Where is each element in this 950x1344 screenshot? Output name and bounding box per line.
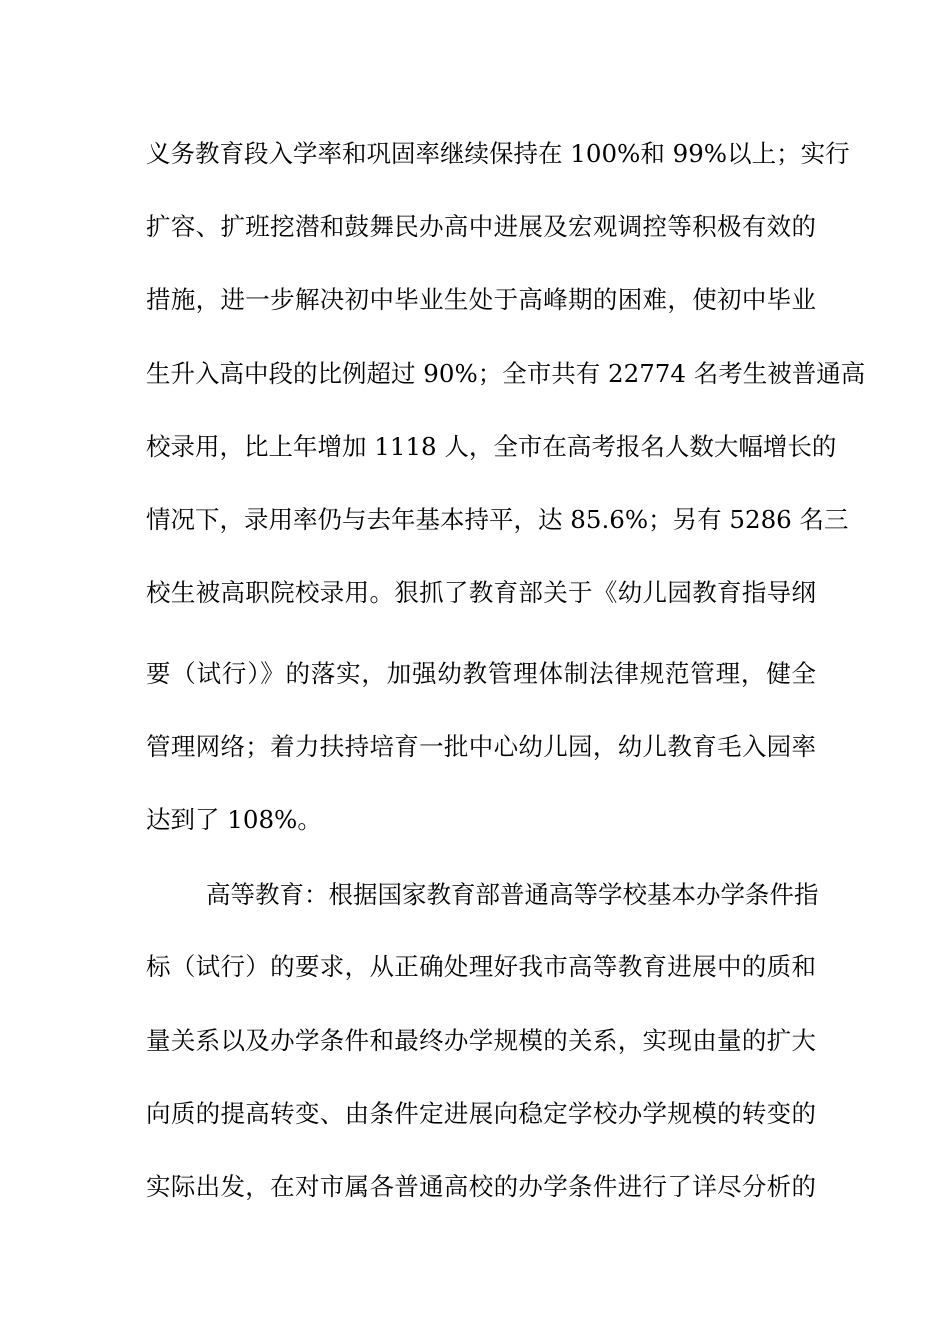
text-line: 情况下，录用率仍与去年基本持平，达 85.6%；另有 5286 名三 [146, 505, 849, 534]
text-line: 校录用，比上年增加 1118 人，全市在高考报名人数大幅增长的 [146, 432, 837, 461]
text-line: 实际出发，在对市属各普通高校的办学条件进行了详尽分析的 [146, 1172, 816, 1201]
text-line: 措施，进一步解决初中毕业生处于高峰期的困难，使初中毕业 [146, 285, 816, 314]
text-line: 向质的提高转变、由条件定进展向稳定学校办学规模的转变的 [146, 1099, 816, 1128]
text-line: 高等教育：根据国家教育部普通高等学校基本办学条件指 [206, 880, 819, 909]
text-line: 扩容、扩班挖潜和鼓舞民办高中进展及宏观调控等积极有效的 [146, 212, 816, 241]
text-line: 标（试行）的要求，从正确处理好我市高等教育进展中的质和 [146, 952, 816, 981]
text-line: 生升入高中段的比例超过 90%；全市共有 22774 名考生被普通高 [146, 359, 866, 388]
text-line: 量关系以及办学条件和最终办学规模的关系，实现由量的扩大 [146, 1026, 816, 1055]
text-line: 校生被高职院校录用。狠抓了教育部关于《幼儿园教育指导纲 [146, 578, 816, 607]
text-line: 义务教育段入学率和巩固率继续保持在 100%和 99%以上；实行 [146, 139, 850, 168]
text-line: 达到了 108%。 [146, 805, 322, 834]
text-line: 管理网络；着力扶持培育一批中心幼儿园，幼儿教育毛入园率 [146, 732, 816, 761]
text-line: 要（试行）》的落实，加强幼教管理体制法律规范管理，健全 [146, 659, 816, 688]
